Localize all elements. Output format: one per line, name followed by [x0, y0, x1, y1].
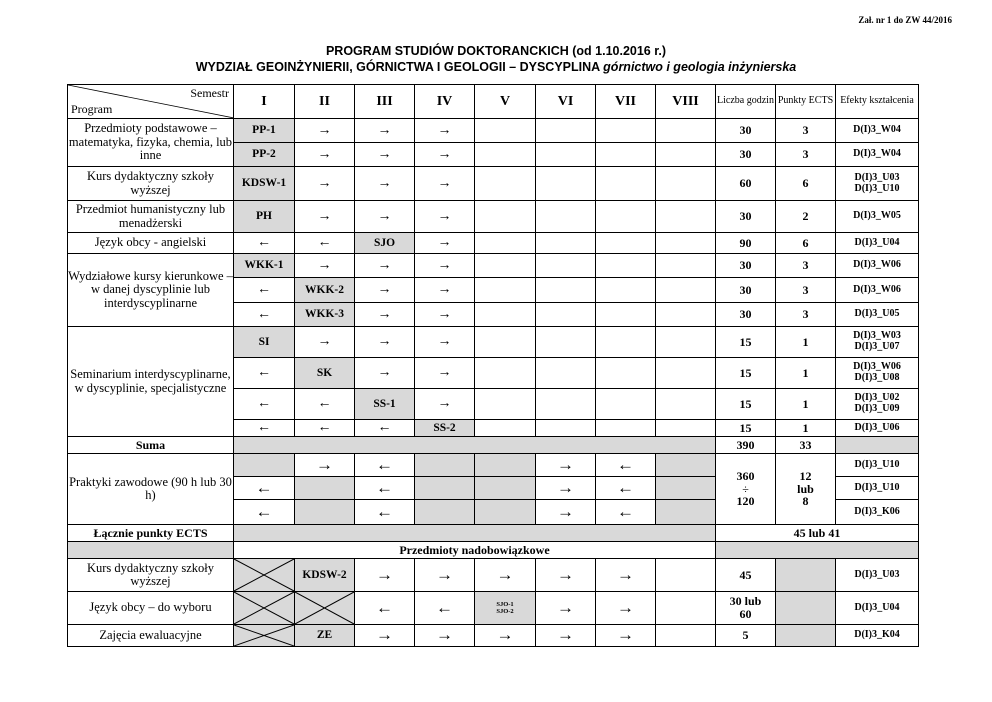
arrow: → [295, 143, 355, 167]
ects-ss2: 1 [776, 420, 836, 437]
arrow: → [355, 201, 415, 233]
arrow: → [536, 454, 596, 477]
row-label-ph: Przedmiot humanistyczny lub menadżerski [68, 201, 234, 233]
code-jo: SJO-1 SJO-2 [475, 592, 536, 625]
ects-wkk1: 3 [776, 254, 836, 278]
code-pp1: PP-1 [234, 119, 295, 143]
eff-kdsw1: D(I)3_U03 D(I)3_U10 [836, 167, 919, 201]
header-corner: Semestr Program [68, 85, 234, 119]
hours-si: 15 [716, 327, 776, 358]
arrow: ← [355, 454, 415, 477]
eff-wkk3: D(I)3_U05 [836, 303, 919, 327]
hours-sjo: 90 [716, 233, 776, 254]
sum-hours: 390 [716, 437, 776, 454]
arrow: → [295, 167, 355, 201]
code-wkk1: WKK-1 [234, 254, 295, 278]
code-kdsw1: KDSW-1 [234, 167, 295, 201]
row-label-ze: Zajęcia ewaluacyjne [68, 625, 234, 647]
total-ects: 45 lub 41 [716, 525, 919, 542]
arrow: ← [596, 454, 656, 477]
eff-ze: D(I)3_K04 [836, 625, 919, 647]
program-table [67, 84, 919, 647]
row-label-pp: Przedmioty podstawowe – matematyka, fizyka, chemia, lub inne [68, 119, 234, 167]
eff-wkk2: D(I)3_W06 [836, 278, 919, 303]
arrow: → [355, 119, 415, 143]
col-ects: Punkty ECTS [776, 85, 836, 119]
col-sem-2: II [295, 85, 355, 119]
eff-si: D(I)3_W03 D(I)3_U07 [836, 327, 919, 358]
arrow: → [295, 119, 355, 143]
hours-ss2: 15 [716, 420, 776, 437]
arrow: → [596, 559, 656, 592]
eff-pp1: D(I)3_W04 [836, 119, 919, 143]
col-effects: Efekty kształcenia [836, 85, 919, 119]
ects-practice: 12 lub 8 [776, 454, 836, 525]
hours-wkk1: 30 [716, 254, 776, 278]
arrow: → [415, 119, 475, 143]
arrow: → [355, 625, 415, 647]
col-sem-4: IV [415, 85, 475, 119]
arrow: → [475, 625, 536, 647]
hours-wkk3: 30 [716, 303, 776, 327]
arrow: ← [596, 500, 656, 525]
ects-ph: 2 [776, 201, 836, 233]
arrow: → [415, 559, 475, 592]
hours-sk: 15 [716, 358, 776, 389]
row-label-seminar: Seminarium interdyscyplinarne, w dyscyplinie, specjalistyczne [68, 327, 234, 437]
arrow: ← [234, 303, 295, 327]
arrow: → [536, 559, 596, 592]
arrow: → [596, 625, 656, 647]
row-label-sjo: Język obcy - angielski [68, 233, 234, 254]
ects-sjo: 6 [776, 233, 836, 254]
arrow: ← [234, 278, 295, 303]
arrow: ← [355, 592, 415, 625]
eff-practice-1: D(I)3_U10 [836, 454, 919, 477]
arrow: → [355, 167, 415, 201]
eff-ss2: D(I)3_U06 [836, 420, 919, 437]
code-ss2: SS-2 [415, 420, 475, 437]
arrow: → [415, 327, 475, 358]
crossed-cell [234, 559, 295, 592]
arrow: ← [295, 420, 355, 437]
eff-jo: D(I)3_U04 [836, 592, 919, 625]
arrow: ← [234, 420, 295, 437]
col-sem-6: VI [536, 85, 596, 119]
row-label-kdsw2: Kurs dydaktyczny szkoły wyższej [68, 559, 234, 592]
code-ph: PH [234, 201, 295, 233]
arrow: → [415, 389, 475, 420]
col-sem-7: VII [596, 85, 656, 119]
arrow: → [355, 327, 415, 358]
arrow: → [475, 559, 536, 592]
col-hours: Liczba godzin [716, 85, 776, 119]
crossed-cell [234, 625, 295, 647]
hours-pp1: 30 [716, 119, 776, 143]
arrow: ← [295, 389, 355, 420]
col-sem-3: III [355, 85, 415, 119]
col-sem-1: I [234, 85, 295, 119]
arrow: → [536, 625, 596, 647]
code-wkk2: WKK-2 [295, 278, 355, 303]
page-subtitle: WYDZIAŁ GEOINŻYNIERII, GÓRNICTWA I GEOLOGII – DYSCYPLINA górnictwo i geologia inżynierska [195, 60, 797, 74]
arrow: ← [295, 233, 355, 254]
arrow: → [295, 327, 355, 358]
code-sk: SK [295, 358, 355, 389]
sum-label: Suma [68, 437, 234, 454]
row-label-practice: Praktyki zawodowe (90 h lub 30 h) [68, 454, 234, 525]
row-label-wkk: Wydziałowe kursy kierunkowe – w danej dyscyplinie lub interdyscyplinarne [68, 254, 234, 327]
hours-ze: 5 [716, 625, 776, 647]
row-label-jo: Język obcy – do wyboru [68, 592, 234, 625]
arrow: ← [234, 500, 295, 525]
col-sem-8: VIII [656, 85, 716, 119]
code-sjo: SJO [355, 233, 415, 254]
optional-heading: Przedmioty nadobowiązkowe [234, 542, 716, 559]
eff-ph: D(I)3_W05 [836, 201, 919, 233]
arrow: → [355, 254, 415, 278]
ects-wkk2: 3 [776, 278, 836, 303]
hours-ph: 30 [716, 201, 776, 233]
eff-practice-2: D(I)3_U10 [836, 477, 919, 500]
arrow: → [415, 201, 475, 233]
arrow: → [415, 625, 475, 647]
arrow: → [355, 303, 415, 327]
arrow: → [415, 278, 475, 303]
crossed-cell [234, 592, 295, 625]
hours-ss1: 15 [716, 389, 776, 420]
hours-kdsw2: 45 [716, 559, 776, 592]
arrow: → [355, 358, 415, 389]
hours-kdsw1: 60 [716, 167, 776, 201]
arrow: ← [234, 233, 295, 254]
code-ss1: SS-1 [355, 389, 415, 420]
eff-kdsw2: D(I)3_U03 [836, 559, 919, 592]
arrow: ← [355, 420, 415, 437]
eff-ss1: D(I)3_U02 D(I)3_U09 [836, 389, 919, 420]
attachment-ref: Zał. nr 1 do ZW 44/2016 [858, 15, 952, 25]
ects-ss1: 1 [776, 389, 836, 420]
arrow: ← [234, 389, 295, 420]
hours-jo: 30 lub 60 [716, 592, 776, 625]
hours-pp2: 30 [716, 143, 776, 167]
arrow: ← [415, 592, 475, 625]
code-wkk3: WKK-3 [295, 303, 355, 327]
code-pp2: PP-2 [234, 143, 295, 167]
crossed-cell [295, 592, 355, 625]
arrow: → [596, 592, 656, 625]
arrow: → [295, 201, 355, 233]
arrow: → [415, 167, 475, 201]
arrow: → [295, 254, 355, 278]
eff-practice-3: D(I)3_K06 [836, 500, 919, 525]
arrow: → [536, 477, 596, 500]
eff-sjo: D(I)3_U04 [836, 233, 919, 254]
arrow: ← [234, 358, 295, 389]
arrow: → [536, 500, 596, 525]
arrow: → [536, 592, 596, 625]
code-si: SI [234, 327, 295, 358]
ects-sk: 1 [776, 358, 836, 389]
arrow: ← [355, 477, 415, 500]
arrow: → [415, 303, 475, 327]
arrow: ← [355, 500, 415, 525]
arrow: → [355, 559, 415, 592]
arrow: → [415, 358, 475, 389]
eff-sk: D(I)3_W06 D(I)3_U08 [836, 358, 919, 389]
hours-practice: 360 ÷ 120 [716, 454, 776, 525]
arrow: → [355, 143, 415, 167]
ects-pp2: 3 [776, 143, 836, 167]
arrow: → [415, 143, 475, 167]
total-label: Łącznie punkty ECTS [68, 525, 234, 542]
code-ze: ZE [295, 625, 355, 647]
row-label-kdsw: Kurs dydaktyczny szkoły wyższej [68, 167, 234, 201]
arrow: → [295, 454, 355, 477]
page-title: PROGRAM STUDIÓW DOKTORANCKICH (od 1.10.2016 r.) [325, 44, 667, 58]
sum-ects: 33 [776, 437, 836, 454]
eff-pp2: D(I)3_W04 [836, 143, 919, 167]
ects-wkk3: 3 [776, 303, 836, 327]
ects-kdsw1: 6 [776, 167, 836, 201]
arrow: → [355, 278, 415, 303]
ects-pp1: 3 [776, 119, 836, 143]
hours-wkk2: 30 [716, 278, 776, 303]
code-kdsw2: KDSW-2 [295, 559, 355, 592]
arrow: → [415, 233, 475, 254]
arrow: → [415, 254, 475, 278]
col-sem-5: V [475, 85, 536, 119]
eff-wkk1: D(I)3_W06 [836, 254, 919, 278]
ects-si: 1 [776, 327, 836, 358]
arrow: ← [234, 477, 295, 500]
arrow: ← [596, 477, 656, 500]
